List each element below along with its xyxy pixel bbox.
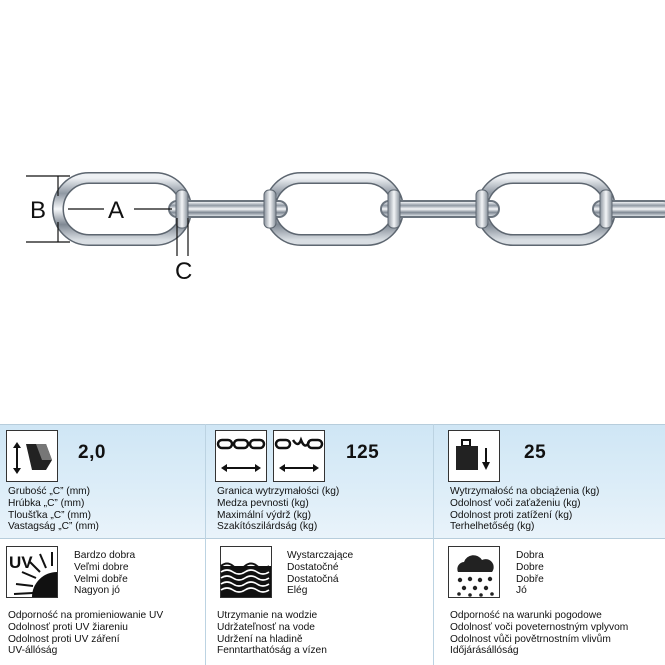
rain-cloud-icon (448, 546, 500, 598)
divider (433, 424, 434, 665)
weather-rating: Dobre (516, 561, 544, 573)
thickness-value: 2,0 (78, 442, 106, 463)
load-label: Terhelhetőség (kg) (450, 521, 535, 533)
chain-link (270, 178, 398, 240)
water-rating: Wystarczające (287, 550, 354, 561)
breaking-strength-labels (217, 486, 339, 533)
breaking-strength-label: Granica wytrzymałości (kg) (217, 486, 340, 497)
uv-sun-icon (6, 546, 58, 598)
uv-rating: Nagyon jó (74, 585, 120, 597)
load-label: Wytrzymałość na obciążenia (kg) (450, 486, 600, 497)
water-label: Udržateľnosť na vode (217, 621, 315, 633)
weather-label: Odolnosť voči poveternostným vplyvom (450, 621, 629, 633)
spec-panel (0, 424, 665, 665)
load-label: Odolnost proti zatížení (kg) (450, 509, 573, 521)
breaking-strength-value: 125 (346, 442, 380, 463)
weather-rating: Dobra (516, 550, 544, 561)
thickness-labels (8, 486, 99, 533)
breaking-strength-label: Maximální výdrž (kg) (217, 509, 311, 521)
thickness-label: Hrúbka „C” (mm) (8, 497, 85, 509)
load-label: Odolnosť voči zaťaženiu (kg) (450, 497, 581, 509)
load-value: 25 (524, 442, 547, 463)
weather-rating: Dobře (516, 573, 544, 585)
breaking-strength-icon (215, 430, 327, 482)
water-rating: Dostatočná (287, 573, 339, 585)
chain-link (482, 178, 610, 240)
weather-labels (450, 610, 628, 657)
weather-ratings (516, 550, 544, 597)
weather-label: Időjárásállóság (450, 645, 519, 657)
water-rating: Dostatočné (287, 561, 339, 573)
thickness-label: Grubość „C” (mm) (8, 486, 91, 497)
load-labels (450, 486, 599, 533)
dimension-label-a: A (108, 197, 125, 224)
dimension-label-c: C (175, 258, 193, 285)
water-label: Fenntarthatóság a vízen (217, 645, 327, 657)
uv-rating: Bardzo dobra (74, 550, 136, 561)
water-labels (217, 610, 327, 657)
divider (0, 538, 665, 539)
uv-labels (8, 610, 163, 657)
weather-label: Odolnost vůči povětrnostním vlivům (450, 633, 611, 645)
water-label: Udržení na hladině (217, 633, 303, 645)
thickness-label: Tloušťka „C” (mm) (8, 509, 92, 521)
breaking-strength-label: Medza pevnosti (kg) (217, 497, 309, 509)
svg-text:UV: UV (9, 553, 33, 572)
uv-label: Odolnosť proti UV žiareniu (8, 621, 128, 633)
water-rating: Elég (287, 585, 308, 597)
uv-rating: Velmi dobře (74, 573, 128, 585)
divider (205, 424, 206, 665)
uv-label: Odporność na promieniowanie UV (8, 610, 164, 621)
thickness-icon (6, 430, 58, 482)
uv-rating: Veľmi dobre (74, 561, 129, 573)
water-ratings (287, 550, 353, 597)
weight-load-icon (448, 430, 500, 482)
uv-label: UV-állóság (8, 645, 58, 657)
water-label: Utrzymanie na wodzie (217, 610, 318, 621)
weather-rating: Jó (516, 585, 527, 597)
thickness-label: Vastagság „C” (mm) (8, 521, 99, 533)
dimension-label-b: B (30, 197, 47, 224)
divider (0, 424, 665, 425)
weather-label: Odporność na warunki pogodowe (450, 610, 602, 621)
water-waves-icon (220, 546, 272, 598)
uv-ratings (74, 550, 135, 597)
uv-label: Odolnost proti UV záření (8, 633, 120, 645)
breaking-strength-label: Szakítószilárdság (kg) (217, 521, 318, 533)
